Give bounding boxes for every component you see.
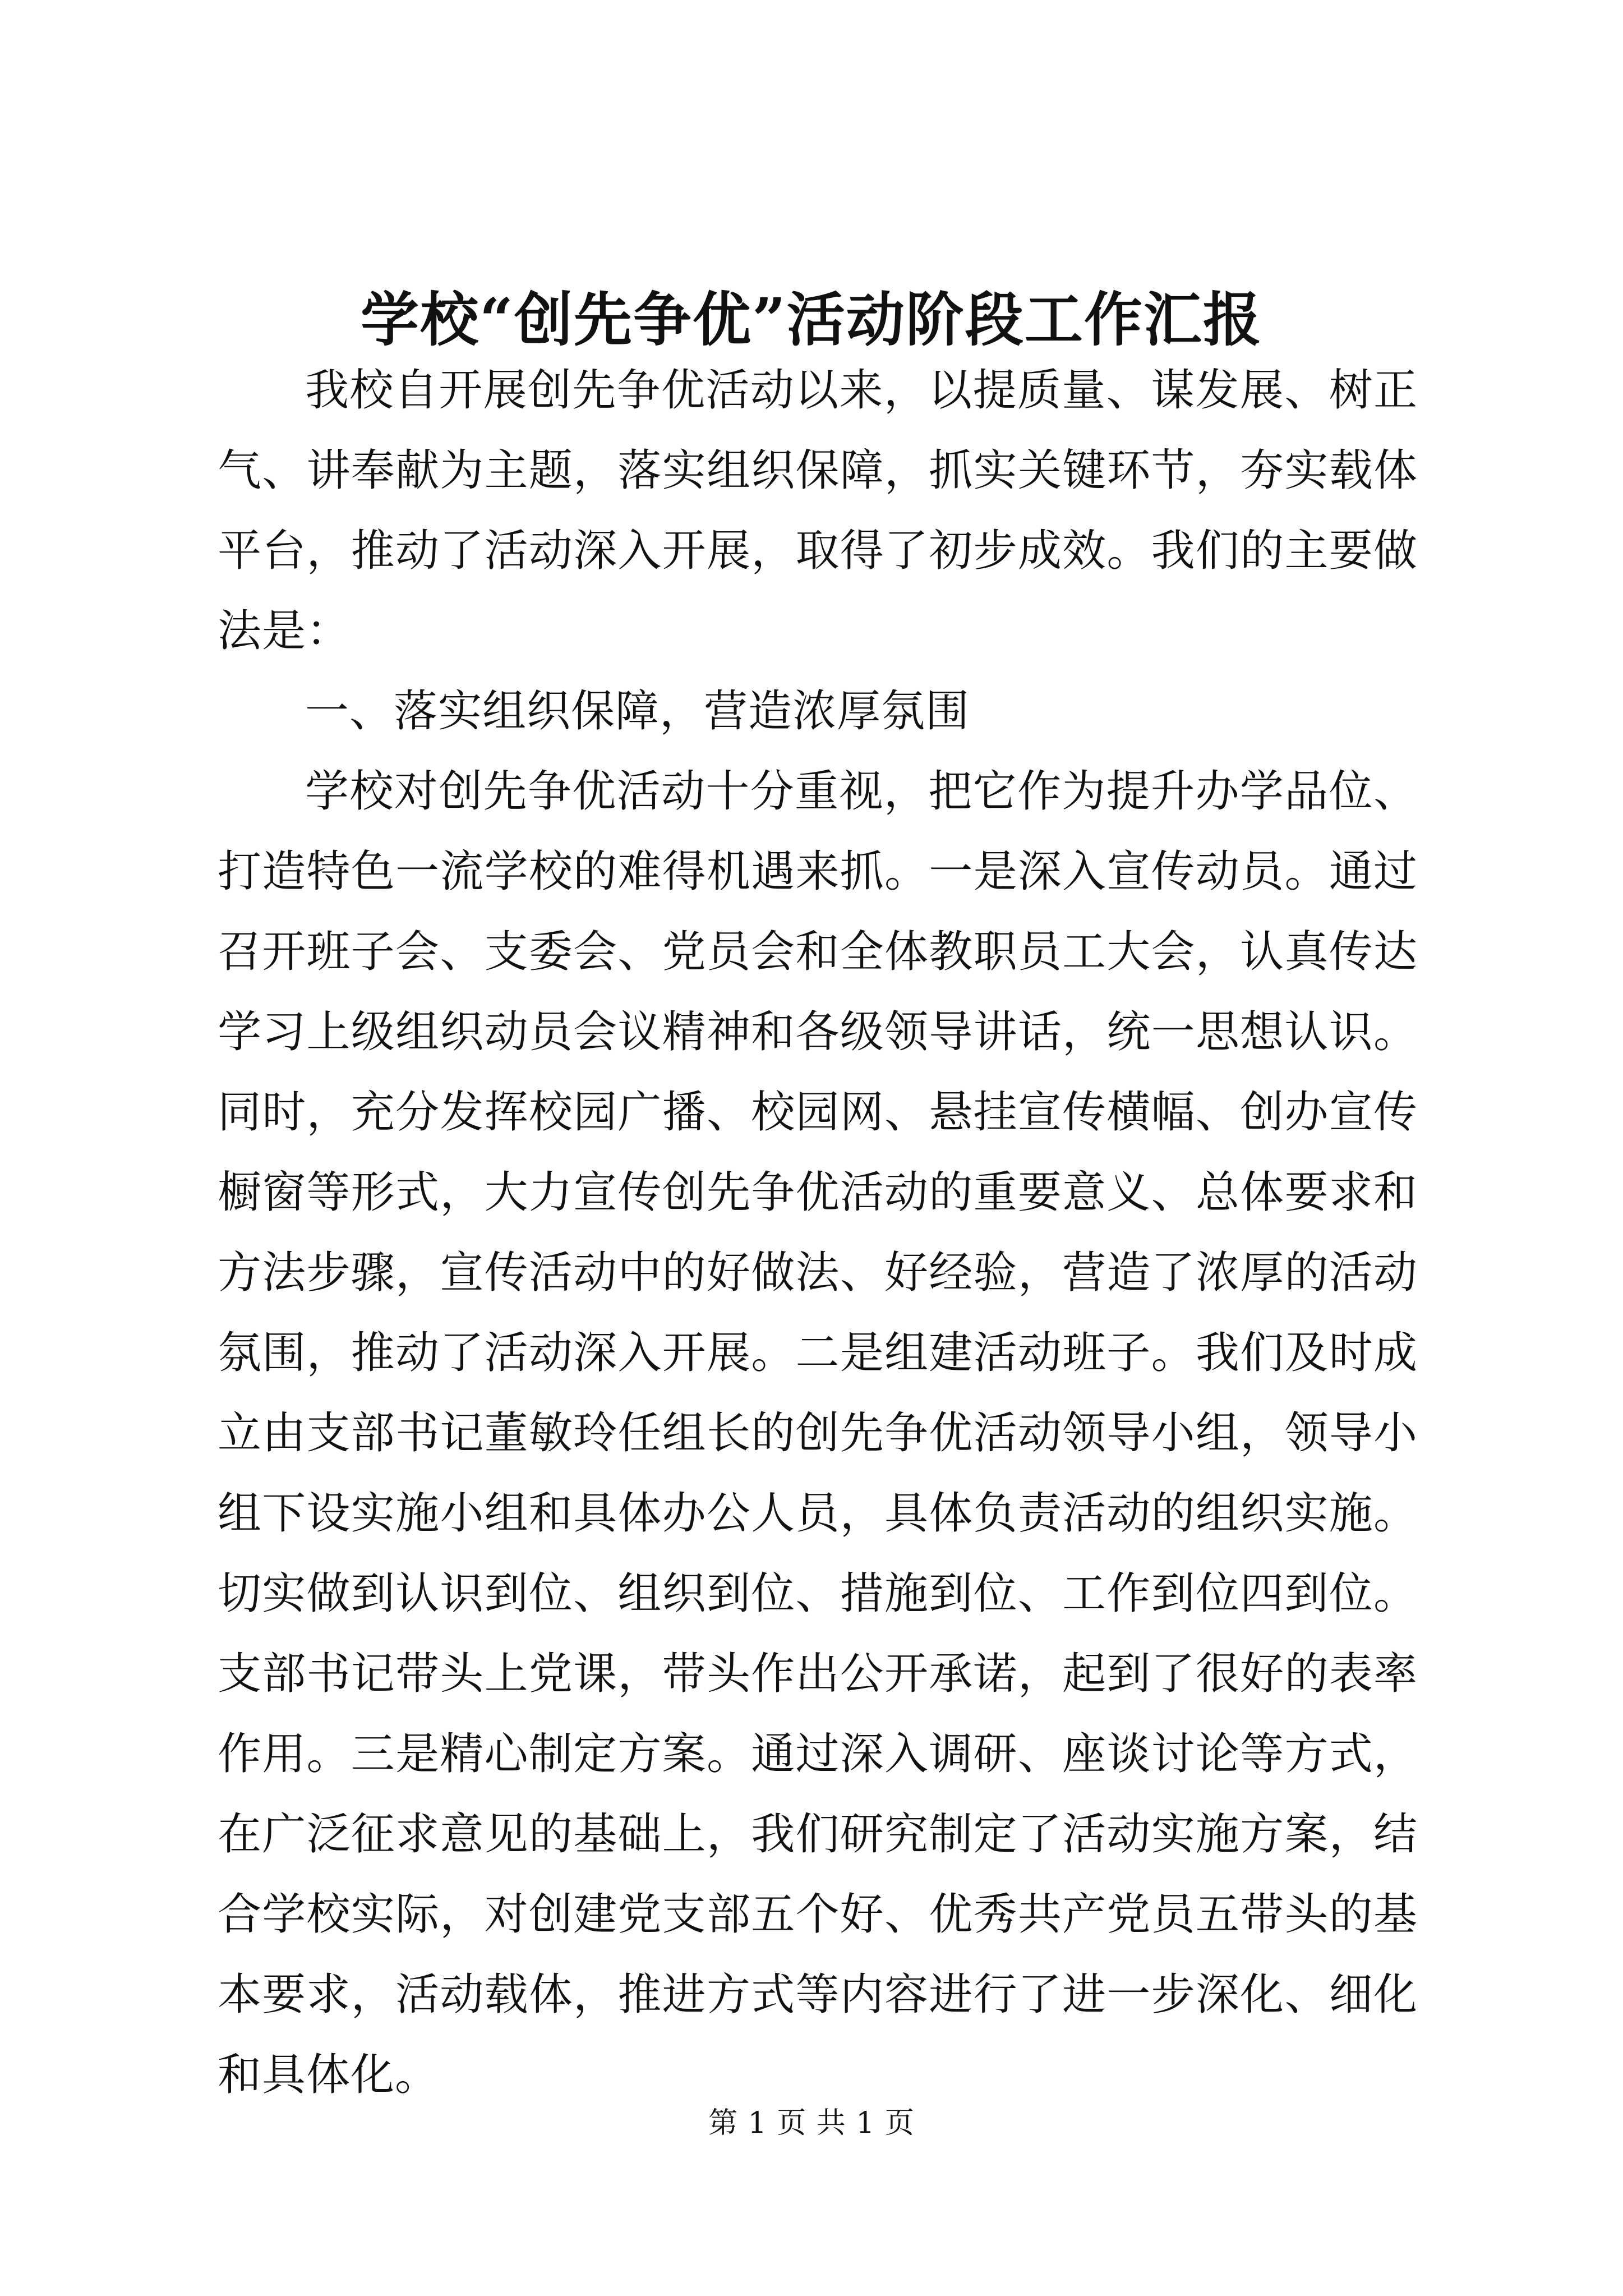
section-heading: 一、落实组织保障，营造浓厚氛围 [305, 686, 970, 737]
document-body [218, 351, 1418, 2115]
document-title: 学校“创先争优”活动阶段工作汇报 [361, 285, 1262, 354]
intro-paragraph: 我校自开展创先争优活动以来，以提质量、谋发展、树正气、讲奉献为主题，落实组织保障，抓实关键环节，夯实载体平台，推动了活动深入开展，取得了初步成效。我们的主要做法是： [218, 365, 1418, 656]
page-footer: 第 1 页 共 1 页 [708, 2106, 915, 2140]
section-paragraph: 学校对创先争优活动十分重视，把它作为提升办学品位、打造特色一流学校的难得机遇来抓。一是深入宣传动员。通过召开班子会、支委会、党员会和全体教职员工大会，认真传达学习上级组织动员会议精神和各级领导讲话，统一思想认识。同时，充分发挥校园广播、校园网、悬挂宣传横幅、创办宣传橱窗等形式，大力宣传创先争优活动的重要意义、总体要求和方法步骤，宣传活动中的好做法、好经验，营造了浓厚的活动氛围，推动了活动深入开展。二是组建活动班子。我们及时成立由支部书记董敏玲任组长的创先争优活动领导小组，领导小组下设实施小组和具体办公人员，具体负责活动的组织实施。切实做到认识到位、组织到位、措施到位、工作到位四到位。支部书记带头上党课，带头作出公开承诺，起到了很好的表率作用。三是精心制定方案。通过深入调研、座谈讨论等方式，在广泛征求意见的基础上，我们研究制定了活动实施方案，结合学校实际，对创建党支部五个好、优秀共产党员五带头的基本要求，活动载体，推进方式等内容进行了进一步深化、细化和具体化。 [218, 766, 1418, 2100]
